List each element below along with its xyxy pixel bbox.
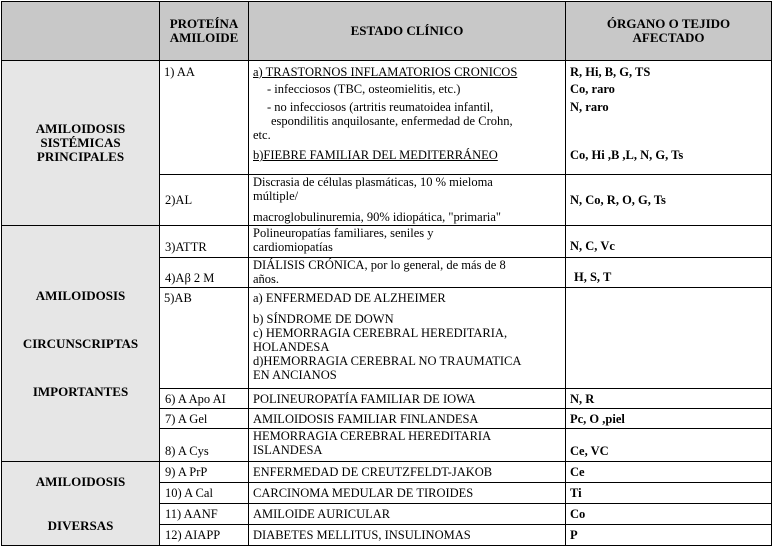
clinical-ab2m-line1: DIÁLISIS CRÓNICA, por lo general, de más de 8 <box>253 258 506 272</box>
organ-aa-line1: R, Hi, B, G, TS <box>570 65 651 79</box>
clinical-aa-line2: - infecciosos (TBC, osteomielitis, etc.) <box>267 82 461 96</box>
organ-apoai: N, R <box>566 389 772 409</box>
clinical-aanf: AMILOIDE AURICULAR <box>249 504 566 525</box>
clinical-ab-line5: d)HEMORRAGIA CEREBRAL NO TRAUMATICA <box>253 354 522 368</box>
organ-aa <box>566 61 772 175</box>
clinical-ab-line1: a) ENFERMEDAD DE ALZHEIMER <box>253 291 446 305</box>
header-protein <box>160 2 249 61</box>
organ-aiapp: P <box>566 525 772 546</box>
clinical-aa-line6: b)FIEBRE FAMILIAR DEL MEDITERRÁNEO <box>253 148 498 162</box>
clinical-attr <box>249 226 566 258</box>
protein-al: 2)AL <box>160 175 249 226</box>
clinical-ab-line2: b) SÍNDROME DE DOWN <box>253 312 394 326</box>
clinical-ab2m <box>249 258 566 288</box>
organ-aanf: Co <box>566 504 772 525</box>
organ-aprp: Ce <box>566 462 772 483</box>
clinical-aa-line4: espondilitis anquilosante, enfermedad de Crohn, <box>271 114 513 128</box>
clinical-acys-line1: HEMORRAGIA CEREBRAL HEREDITARIA <box>253 429 492 443</box>
organ-al: N, Co, R, O, G, Ts <box>566 175 772 226</box>
protein-acal: 10) A Cal <box>160 483 249 504</box>
protein-attr: 3)ATTR <box>160 226 249 258</box>
header-protein-line1: PROTEÍNA <box>169 16 239 31</box>
row-aa <box>2 61 772 175</box>
clinical-attr-line1: Polineuropatías familiares, seniles y <box>253 226 434 240</box>
protein-agel: 7) A Gel <box>160 409 249 429</box>
organ-ab <box>566 288 772 389</box>
header-blank-cell <box>2 2 160 61</box>
group-circumscribed-line2: CIRCUNSCRIPTAS <box>22 335 139 351</box>
header-organ-line2: AFECTADO <box>632 30 705 45</box>
amyloidosis-table <box>1 1 772 546</box>
group-diverse <box>2 462 160 546</box>
header-protein-line2: AMILOIDE <box>169 30 239 45</box>
protein-aiapp: 12) AIAPP <box>160 525 249 546</box>
row-aprp <box>2 462 772 483</box>
protein-ab2m: 4)Aβ 2 M <box>160 258 249 288</box>
organ-acal: Ti <box>566 483 772 504</box>
clinical-al-line3: macroglobulinuremia, 90% idiopática, "primaria" <box>253 210 501 224</box>
clinical-al <box>249 175 566 226</box>
clinical-acys <box>249 429 566 462</box>
group-systemic-line1: AMILOIDOSIS <box>35 121 126 136</box>
clinical-acal: CARCINOMA MEDULAR DE TIROIDES <box>249 483 566 504</box>
group-diverse-line1: AMILOIDOSIS <box>35 473 126 489</box>
group-systemic-line2: SISTÉMICAS <box>40 135 121 150</box>
group-systemic-line3: PRINCIPALES <box>36 149 125 164</box>
clinical-aa-line1: a) TRASTORNOS INFLAMATORIOS CRONICOS <box>253 65 518 79</box>
clinical-ab <box>249 288 566 389</box>
protein-apoai: 6) A Apo AI <box>160 389 249 409</box>
clinical-ab-line6: EN ANCIANOS <box>253 368 337 382</box>
row-attr <box>2 226 772 258</box>
clinical-acys-line2: ISLANDESA <box>253 443 323 457</box>
clinical-aa-line5: etc. <box>253 128 271 142</box>
organ-aa-line2: Co, raro <box>570 82 615 96</box>
header-organ-line1: ÓRGANO O TEJIDO <box>606 16 731 31</box>
header-row <box>2 2 772 61</box>
organ-agel: Pc, O ,piel <box>566 409 772 429</box>
clinical-apoai: POLINEUROPATÍA FAMILIAR DE IOWA <box>249 389 566 409</box>
protein-aanf: 11) AANF <box>160 504 249 525</box>
clinical-ab2m-line2: años. <box>253 272 280 286</box>
clinical-agel: AMILOIDOSIS FAMILIAR FINLANDESA <box>249 409 566 429</box>
organ-ab2m: H, S, T <box>566 258 772 288</box>
clinical-al-line1: Discrasia de células plasmáticas, 10 % mieloma <box>253 175 493 189</box>
protein-acys: 8) A Cys <box>160 429 249 462</box>
group-circumscribed-line1: AMILOIDOSIS <box>35 287 126 303</box>
clinical-aa <box>249 61 566 175</box>
protein-ab: 5)AB <box>160 288 249 389</box>
organ-attr: N, C, Vc <box>566 226 772 258</box>
header-clinical-state: ESTADO CLÍNICO <box>249 2 566 61</box>
protein-aprp: 9) A PrP <box>160 462 249 483</box>
group-systemic <box>2 61 160 226</box>
clinical-ab-line3: c) HEMORRAGIA CEREBRAL HEREDITARIA, <box>253 326 508 340</box>
group-circumscribed-line3: IMPORTANTES <box>32 383 129 399</box>
clinical-ab-line4: HOLANDESA <box>253 340 330 354</box>
clinical-aprp: ENFERMEDAD DE CREUTZFELDT-JAKOB <box>249 462 566 483</box>
protein-aa: 1) AA <box>160 61 249 175</box>
organ-aa-line3: N, raro <box>570 100 609 114</box>
clinical-aiapp: DIABETES MELLITUS, INSULINOMAS <box>249 525 566 546</box>
clinical-attr-line2: cardiomiopatías <box>253 240 333 254</box>
clinical-aa-line3: - no infecciosos (artritis reumatoidea infantil, <box>267 100 494 114</box>
group-diverse-line2: DIVERSAS <box>47 517 114 533</box>
organ-aa-line6: Co, Hi ,B ,L, N, G, Ts <box>570 148 684 162</box>
organ-acys: Ce, VC <box>566 429 772 462</box>
header-organ <box>566 2 772 61</box>
clinical-al-line2: múltiple/ <box>253 189 299 203</box>
group-circumscribed <box>2 226 160 462</box>
